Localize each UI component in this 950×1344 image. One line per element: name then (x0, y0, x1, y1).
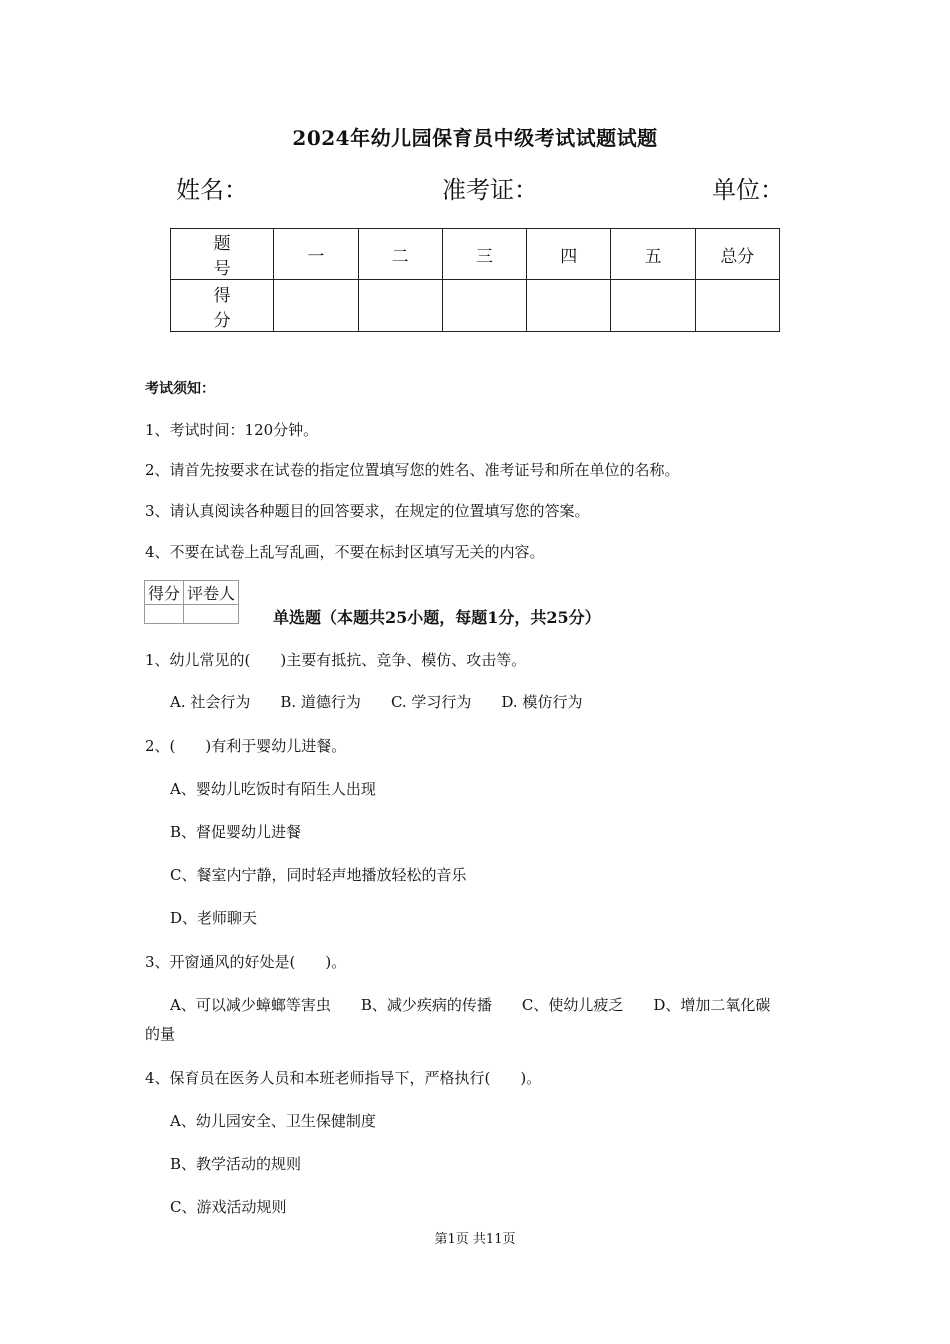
question-stem: 1、幼儿常见的( )主要有抵抗、竞争、模仿、攻击等。 (145, 651, 527, 669)
total-header: 总分 (695, 229, 779, 280)
grader-box-grader-cell[interactable] (184, 605, 239, 624)
name-field-label: 姓名： (176, 176, 248, 204)
notice-item: 2、请首先按要求在试卷的指定位置填写您的姓名、准考证号和所在单位的名称。 (145, 461, 680, 479)
score-cell[interactable] (358, 280, 442, 332)
question-stem: 2、( )有利于婴幼儿进餐。 (145, 737, 347, 755)
score-cell[interactable] (442, 280, 526, 332)
section-5-header: 五 (611, 229, 695, 280)
grader-box-score-label: 得分 (145, 581, 184, 605)
question-options-line: 的量 (145, 1025, 176, 1043)
question-options-line[interactable]: A、可以减少蟑螂等害虫 B、减少疾病的传播 C、使幼儿疲乏 D、增加二氧化碳 (170, 996, 771, 1014)
option[interactable]: D. 模仿行为 (501, 693, 583, 711)
option[interactable]: C、餐室内宁静，同时轻声地播放轻松的音乐 (170, 866, 467, 884)
question-stem: 4、保育员在医务人员和本班老师指导下，严格执行( )。 (145, 1069, 542, 1087)
notice-heading: 考试须知： (145, 381, 215, 397)
grader-box (144, 580, 239, 624)
option[interactable]: A、幼儿园安全、卫生保健制度 (170, 1112, 376, 1130)
score-table (170, 228, 780, 332)
page-title: 2024年幼儿园保育员中级考试试题试题 (292, 126, 658, 150)
section-4-header: 四 (527, 229, 611, 280)
grader-box-score-cell[interactable] (145, 605, 184, 624)
section-1-header: 一 (274, 229, 358, 280)
exam-number-field-label: 准考证： (442, 176, 538, 204)
notice-item: 4、不要在试卷上乱写乱画，不要在标封区填写无关的内容。 (145, 543, 545, 561)
notice-item: 3、请认真阅读各种题目的回答要求，在规定的位置填写您的答案。 (145, 502, 590, 520)
unit-field-label: 单位： (712, 176, 784, 204)
score-table-header-row (171, 229, 780, 280)
question-options (170, 691, 612, 712)
option[interactable]: B. 道德行为 (280, 693, 361, 711)
score-cell[interactable] (274, 280, 358, 332)
notice-item: 1、考试时间：120分钟。 (145, 421, 319, 439)
option[interactable]: C. 学习行为 (390, 693, 472, 711)
option[interactable]: B、督促婴幼儿进餐 (170, 823, 302, 841)
score-row-label: 得 分 (171, 280, 274, 332)
score-cell[interactable] (611, 280, 695, 332)
score-table-score-row (171, 280, 780, 332)
option[interactable]: C、游戏活动规则 (170, 1198, 287, 1216)
page-footer: 第1页 共11页 (434, 1232, 516, 1247)
section-3-header: 三 (442, 229, 526, 280)
score-cell[interactable] (695, 280, 779, 332)
section-title: 单选题（本题共25小题，每题1分，共25分） (273, 608, 601, 627)
question-number-header: 题 号 (171, 229, 274, 280)
grader-box-grader-label: 评卷人 (184, 581, 239, 605)
question-stem: 3、开窗通风的好处是( )。 (145, 953, 347, 971)
option[interactable]: A. 社会行为 (170, 693, 251, 711)
option[interactable]: A、婴幼儿吃饭时有陌生人出现 (170, 780, 376, 798)
score-cell[interactable] (527, 280, 611, 332)
option[interactable]: B、教学活动的规则 (170, 1155, 302, 1173)
option[interactable]: D、老师聊天 (170, 909, 258, 927)
section-2-header: 二 (358, 229, 442, 280)
